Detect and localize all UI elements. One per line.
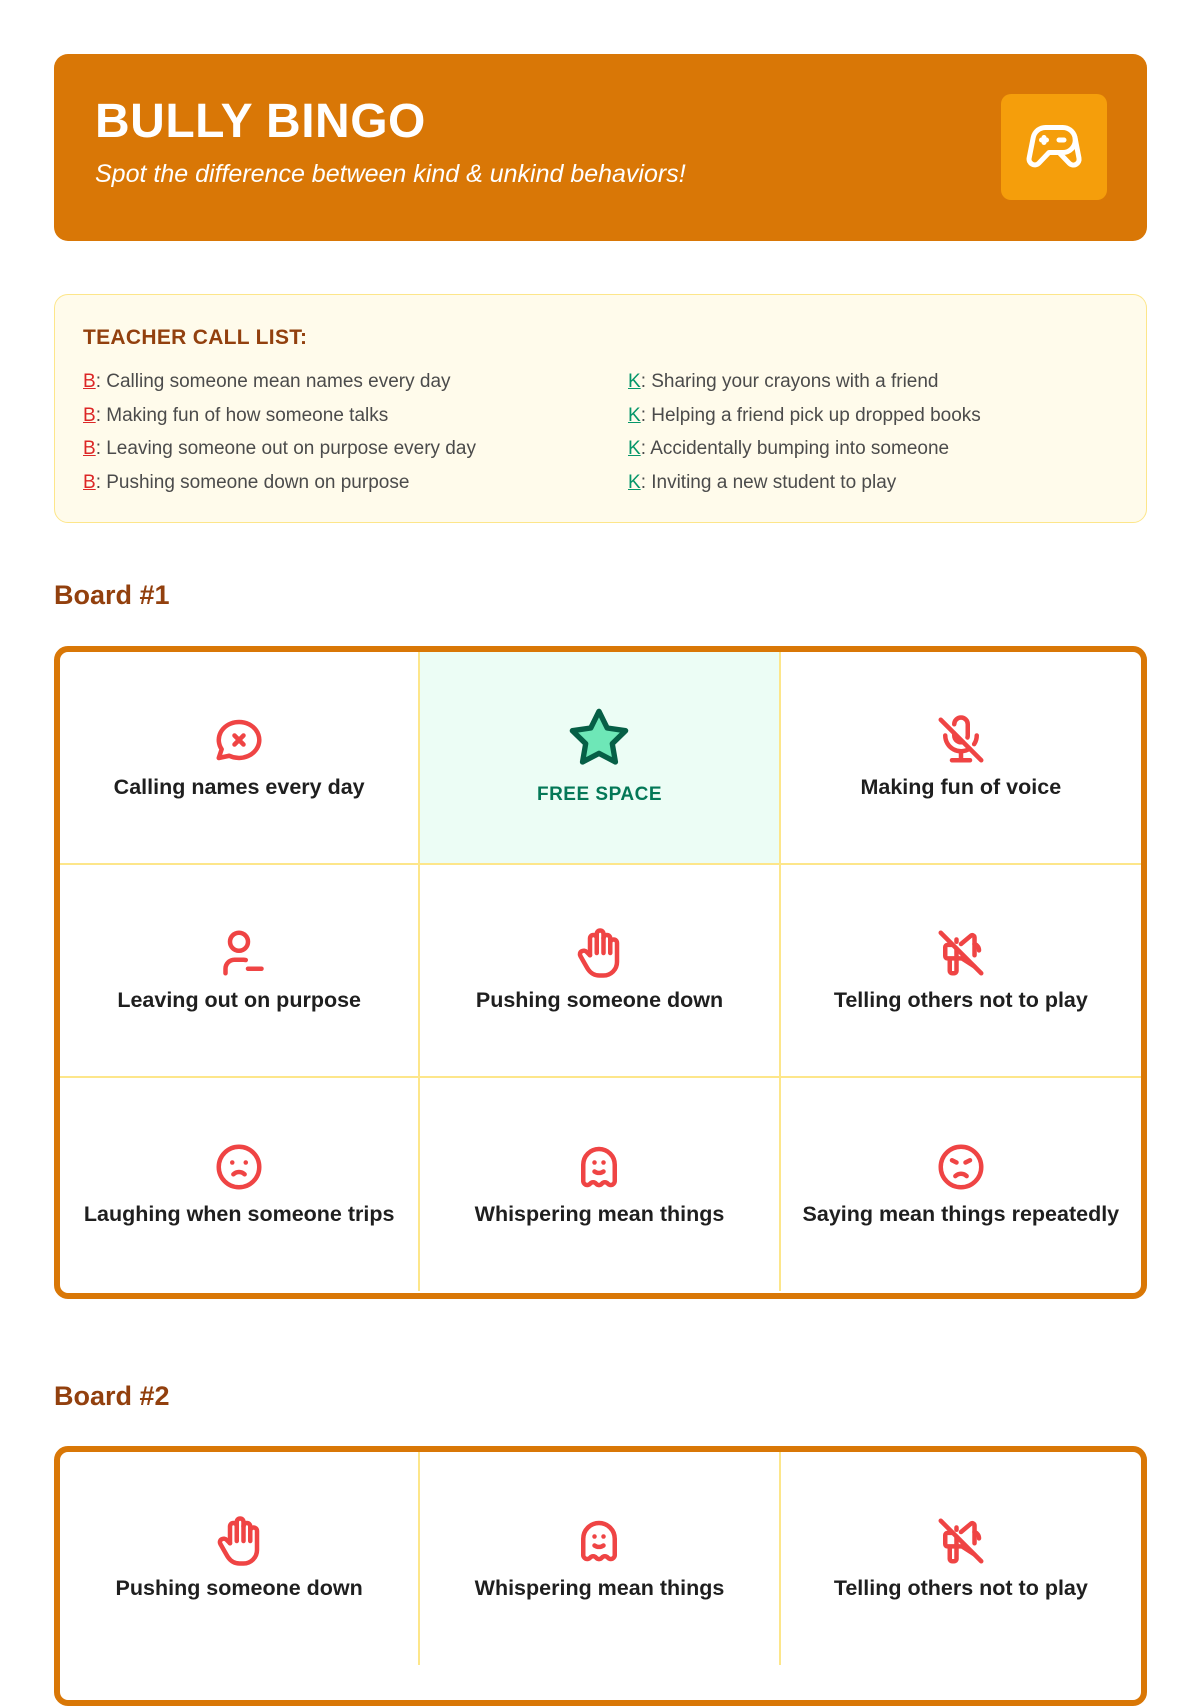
bingo-cell-label: Whispering mean things — [474, 1202, 725, 1226]
mood-sad-icon — [212, 1140, 266, 1194]
bully-tag: B — [83, 371, 96, 392]
header-icon-badge — [1001, 94, 1107, 200]
message-x-icon — [212, 713, 266, 767]
bully-tag: B — [83, 438, 96, 459]
star-icon — [567, 706, 631, 770]
bingo-cell[interactable] — [60, 865, 420, 1078]
call-item-text: : Calling someone mean names every day — [95, 371, 451, 392]
bingo-cell[interactable] — [420, 1452, 780, 1665]
microphone-off-icon — [934, 713, 988, 767]
board-title: Board #1 — [54, 580, 170, 610]
speakerphone-off-icon — [934, 926, 988, 980]
bingo-board — [54, 1446, 1147, 1706]
call-item — [83, 466, 476, 500]
bingo-cell-label: Making fun of voice — [860, 775, 1062, 799]
call-item — [83, 365, 476, 399]
bingo-cell[interactable] — [781, 1452, 1141, 1665]
call-item — [83, 432, 476, 466]
bingo-cell[interactable] — [60, 652, 420, 865]
bingo-cell-label: Saying mean things repeatedly — [802, 1202, 1120, 1226]
bingo-cell-label: Telling others not to play — [833, 988, 1088, 1012]
bingo-grid — [60, 652, 1141, 1291]
call-item-text: : Pushing someone down on purpose — [95, 471, 410, 493]
call-item — [628, 365, 981, 399]
kind-tag: K — [628, 404, 641, 426]
kind-call-column — [628, 365, 981, 499]
user-minus-icon — [212, 926, 266, 980]
ghost-icon — [572, 1140, 626, 1194]
bingo-cell-label: Whispering mean things — [474, 1576, 725, 1600]
call-item — [628, 432, 981, 466]
call-list-title: TEACHER CALL LIST: — [83, 326, 308, 349]
kind-tag: K — [628, 371, 641, 392]
bingo-cell-label: Telling others not to play — [833, 1576, 1088, 1600]
call-item-text: : Leaving someone out on purpose every day — [95, 438, 476, 459]
teacher-call-list — [54, 294, 1147, 523]
call-item-text: : Helping a friend pick up dropped books — [640, 404, 981, 426]
bingo-cell[interactable] — [60, 1078, 420, 1291]
hand-stop-icon — [572, 926, 626, 980]
call-item-text: : Sharing your crayons with a friend — [640, 371, 939, 392]
bingo-cell[interactable] — [781, 1078, 1141, 1291]
gamepad-icon — [1024, 115, 1084, 180]
bingo-cell-label: Pushing someone down — [115, 1576, 363, 1600]
bingo-cell-label: Leaving out on purpose — [117, 988, 361, 1012]
bingo-cell-label: FREE SPACE — [536, 784, 662, 805]
bingo-cell-label: Laughing when someone trips — [83, 1202, 395, 1226]
bingo-grid — [60, 1452, 1141, 1665]
call-item-text: : Making fun of how someone talks — [95, 404, 389, 426]
board-title: Board #2 — [54, 1381, 170, 1411]
bingo-cell[interactable] — [420, 865, 780, 1078]
page-subtitle: Spot the difference between kind & unkind behaviors! — [95, 160, 686, 188]
bully-tag: B — [83, 471, 96, 493]
call-item — [628, 466, 981, 500]
bingo-cell-label: Pushing someone down — [475, 988, 724, 1012]
bingo-cell[interactable] — [60, 1452, 420, 1665]
bingo-cell-free-space[interactable] — [420, 652, 780, 865]
bingo-cell[interactable] — [781, 652, 1141, 865]
call-item — [83, 399, 476, 433]
bingo-cell-label: Calling names every day — [113, 775, 365, 799]
bully-call-column — [83, 365, 476, 499]
mood-angry-icon — [934, 1140, 988, 1194]
bingo-cell[interactable] — [420, 1078, 780, 1291]
hand-stop-icon — [212, 1514, 266, 1568]
speakerphone-off-icon — [934, 1514, 988, 1568]
header-banner — [54, 54, 1147, 241]
bingo-board — [54, 646, 1147, 1299]
kind-tag: K — [628, 471, 641, 493]
kind-tag: K — [628, 438, 641, 459]
page-title: BULLY BINGO — [95, 95, 426, 148]
bully-tag: B — [83, 404, 96, 426]
ghost-icon — [572, 1514, 626, 1568]
call-item-text: : Inviting a new student to play — [640, 471, 897, 493]
call-item-text: : Accidentally bumping into someone — [640, 438, 950, 459]
bingo-cell[interactable] — [781, 865, 1141, 1078]
call-item — [628, 399, 981, 433]
